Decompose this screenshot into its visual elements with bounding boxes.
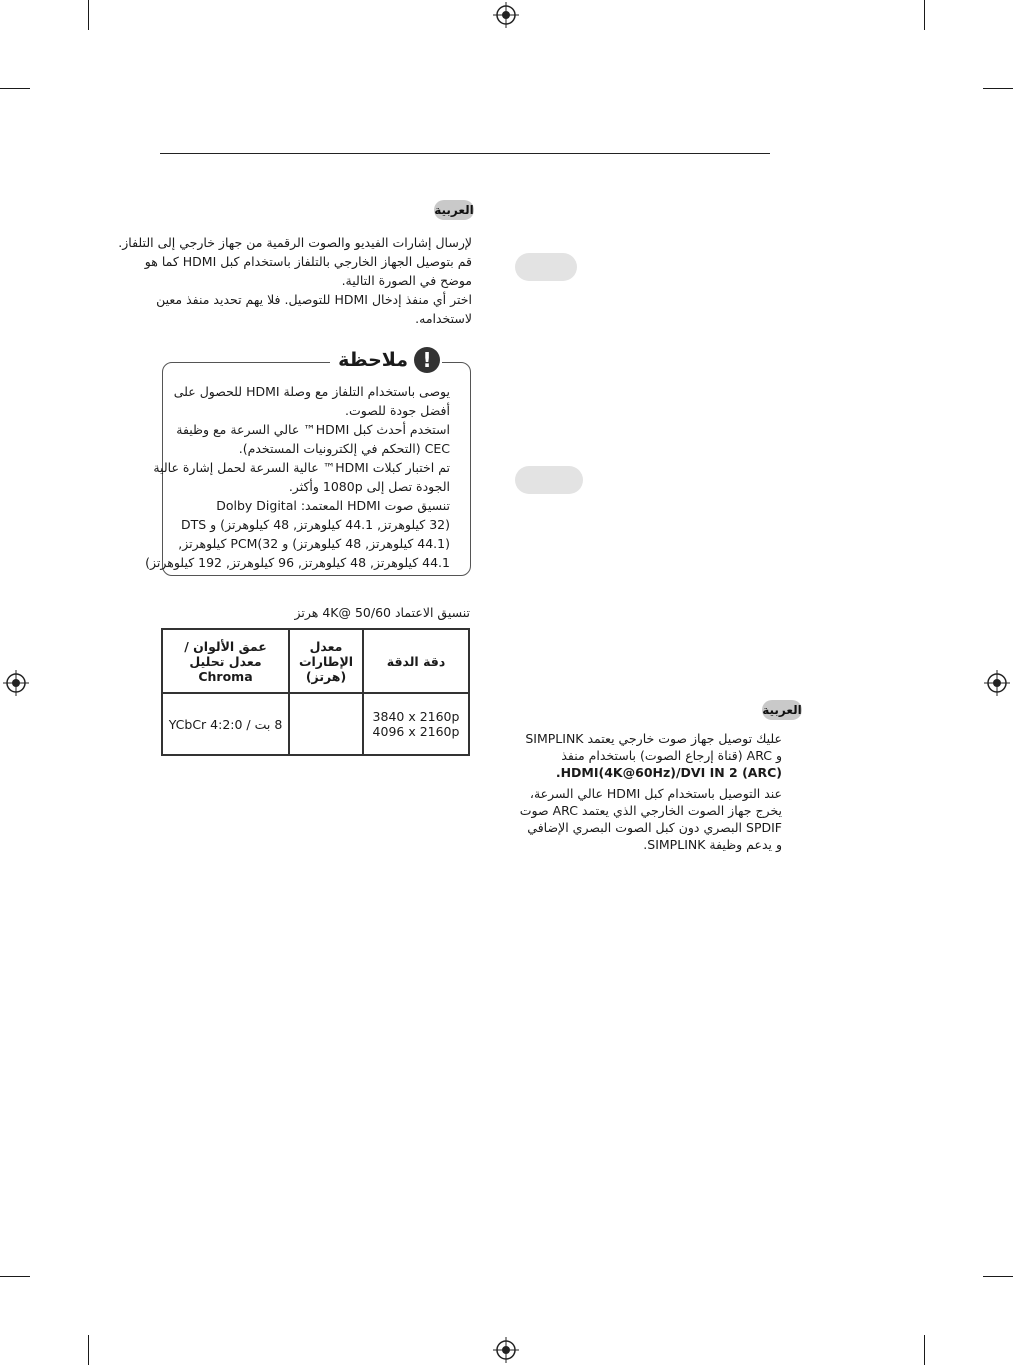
table-header-frame-rate: معدل الإطارات (هرتز) <box>289 629 363 693</box>
registration-mark-icon <box>3 670 29 696</box>
header-rule <box>160 153 770 154</box>
table-header-color-depth: عمق الألوان / معدل تحليل Chroma <box>162 629 289 693</box>
table-cell-frame-rate <box>289 693 363 755</box>
caution-line: تنسيق صوت HDMI المعتمد: Dolby Digital <box>216 498 450 513</box>
crop-mark <box>88 1335 89 1365</box>
placeholder-box <box>515 253 577 281</box>
format-table <box>161 628 470 756</box>
caution-line: CEC (التحكم في إلكترونيات المستخدم). <box>238 441 450 456</box>
intro-line: لإرسال إشارات الفيديو والصوت الرقمية من جهاز خارجي إلى التلفاز. <box>118 235 472 250</box>
intro-line: قم بتوصيل الجهاز الخارجي بالتلفاز باستخدام كبل HDMI كما هو <box>144 254 472 269</box>
crop-mark <box>924 1335 925 1365</box>
crop-mark <box>0 1276 30 1277</box>
caution-title: ملاحظة <box>338 349 408 371</box>
intro-line: لاستخدامه. <box>415 311 472 326</box>
table-caption: تنسيق الاعتماد 4K@ 50/60 هرتز <box>294 605 470 620</box>
intro-line: اختر أي منفذ إدخال HDMI للتوصيل. فلا يهم تحديد منفذ معين <box>156 292 472 307</box>
registration-mark-icon <box>493 1337 519 1363</box>
arc-line: و يدعم وظيفة SIMPLINK. <box>643 837 782 852</box>
caution-line: (32 كيلوهرتز, 44.1 كيلوهرتز, 48 كيلوهرتز) و DTS <box>181 517 450 532</box>
table-header-row <box>162 629 469 693</box>
table-header-resolution: دقة الدقة <box>363 629 469 693</box>
table-cell-color-depth: 8 بت / YCbCr 4:2:0 <box>162 693 289 755</box>
table-cell-resolution <box>363 693 469 755</box>
intro-paragraph <box>118 233 472 328</box>
warning-icon: ! <box>414 347 440 373</box>
caution-line: 44.1 كيلوهرتز, 48 كيلوهرتز, 96 كيلوهرتز, 192 كيلوهرتز) <box>145 555 450 570</box>
arc-line: و ARC (قناة إرجاع الصوت) باستخدام منفذ <box>561 748 782 763</box>
caution-body <box>145 382 450 572</box>
intro-line: موضح في الصورة التالية. <box>341 273 472 288</box>
table-row <box>162 693 469 755</box>
crop-mark <box>983 88 1013 89</box>
caution-line: الجودة تصل إلى 1080p وأكثر. <box>288 479 450 494</box>
arc-paragraph <box>520 730 782 853</box>
language-badge: العربية <box>762 700 802 720</box>
caution-header <box>330 344 442 376</box>
language-badge: العربية <box>434 200 474 220</box>
registration-mark-icon <box>984 670 1010 696</box>
placeholder-box <box>515 466 583 494</box>
resolution-value: 3840 x 2160p <box>372 709 460 724</box>
arc-line: SPDIF البصري دون كبل الصوت البصري الإضافي <box>527 820 782 835</box>
caution-line: يوصى باستخدام التلفاز مع وصلة HDMI للحصول على <box>173 384 450 399</box>
registration-mark-icon <box>493 2 519 28</box>
crop-mark <box>88 0 89 30</box>
arc-line: يخرج جهاز الصوت الخارجي الذي يعتمد ARC صوت <box>519 803 782 818</box>
arc-port-name: HDMI(4K@60Hz)/DVI IN 2 (ARC). <box>555 765 782 780</box>
arc-line: عند التوصيل باستخدام كبل HDMI عالي السرعة، <box>529 786 782 801</box>
caution-line: استخدم أحدث كبل HDMI™ عالي السرعة مع وظيفة <box>176 422 450 437</box>
crop-mark <box>0 88 30 89</box>
caution-line: (44.1 كيلوهرتز, 48 كيلوهرتز) و PCM(32 كيلوهرتز, <box>178 536 450 551</box>
resolution-value: 4096 x 2160p <box>372 724 460 739</box>
arc-line: عليك توصيل جهاز صوت خارجي يعتمد SIMPLINK <box>525 731 782 746</box>
crop-mark <box>924 0 925 30</box>
caution-line: أفضل جودة للصوت. <box>345 403 450 418</box>
caution-line: تم اختبار كبلات HDMI™ عالية السرعة لحمل إشارة عالية <box>153 460 450 475</box>
crop-mark <box>983 1276 1013 1277</box>
